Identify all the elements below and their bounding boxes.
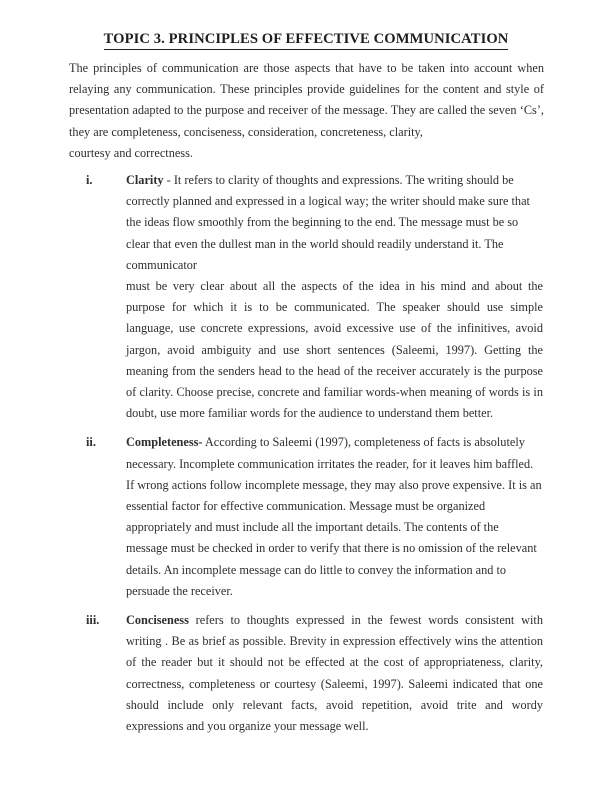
list-item: [0, 170, 612, 424]
list-item-text-b: appropriately and must include all the important details. The contents of the message must be checked in order to verify that there is no omission of the relevant details. An incomplete message can do little to convey the information and to persuade the receiver.: [126, 520, 537, 598]
intro-paragraph: [69, 58, 544, 164]
intro-paragraph-text: The principles of communication are those aspects that have to be taken into account when relaying any communication. These principles provide guidelines for the content and style of presentation adapted to the purpose and receiver of the message. They are called the seven ‘Cs’, they are completeness, conciseness, consideration, concreteness, clarity,: [69, 61, 544, 139]
list-item-text-b: must be very clear about all the aspects of the idea in his mind and about the purpose for which it is to be communicated. The speaker should use simple language, use concrete expressions, avoid excessive use of the infinitives, avoid jargon, avoid ambiguity and use short sentences (Saleemi, 1997). Getting the meaning from the senders head to the head of the receiver accurately is the purpose of clarity. Choose precise, concrete and familiar words-when meaning of words is in doubt, use more familiar words for the audience to understand them better.: [126, 279, 543, 421]
intro-paragraph-last-line: courtesy and correctness.: [69, 145, 193, 160]
page-title-text: TOPIC 3. PRINCIPLES OF EFFECTIVE COMMUNICATION: [104, 31, 509, 50]
list-item-body: [126, 610, 543, 737]
list-item-lead-term: Conciseness: [126, 613, 189, 628]
list-item: [0, 610, 612, 737]
list-item-text-a: According to Saleemi (1997), completeness of facts is absolutely necessary. Incomplete communication irritates the reader, for it leaves him baffled. If wrong actions follow incomplete message, they may also prove expensive. It is an essential factor for effective communication. Message must be organized: [126, 435, 542, 514]
list-item-paragraph: [126, 170, 543, 276]
list-item-marker: ii.: [86, 435, 96, 450]
list-item-text-a: - It refers to clarity of thoughts and expressions. The writing should be correctly planned and expressed in a logical way; the writer should make sure that the ideas flow smoothly from the beginning to the end. The message must be so clear that even the dullest man in the world should readily understand it. The communicator: [126, 173, 530, 272]
list-item-marker: i.: [86, 173, 93, 187]
list-item: [0, 432, 612, 602]
principles-list: [0, 170, 612, 745]
page-title: [0, 31, 612, 50]
list-item-paragraph: [126, 432, 543, 517]
list-item-lead-term: Clarity: [126, 173, 164, 187]
list-item-lead-term: Completeness-: [126, 435, 203, 450]
list-item-text-a: refers to thoughts expressed in the fewest words consistent with writing . Be as brief as possible. Brevity in expression effectively wins the attention of the reader but it should not be effected at the cost of appropriateness, clarity, correctness, completeness or courtesy (Saleemi, 1997). Saleemi indicated that one should include only relevant facts, avoid repetition, avoid trite and wordy expressions and you organize your message well.: [126, 613, 543, 734]
list-item-body: [126, 170, 543, 424]
list-item-body: [126, 432, 543, 602]
list-item-marker: iii.: [86, 613, 100, 628]
list-item-paragraph: [126, 610, 543, 737]
